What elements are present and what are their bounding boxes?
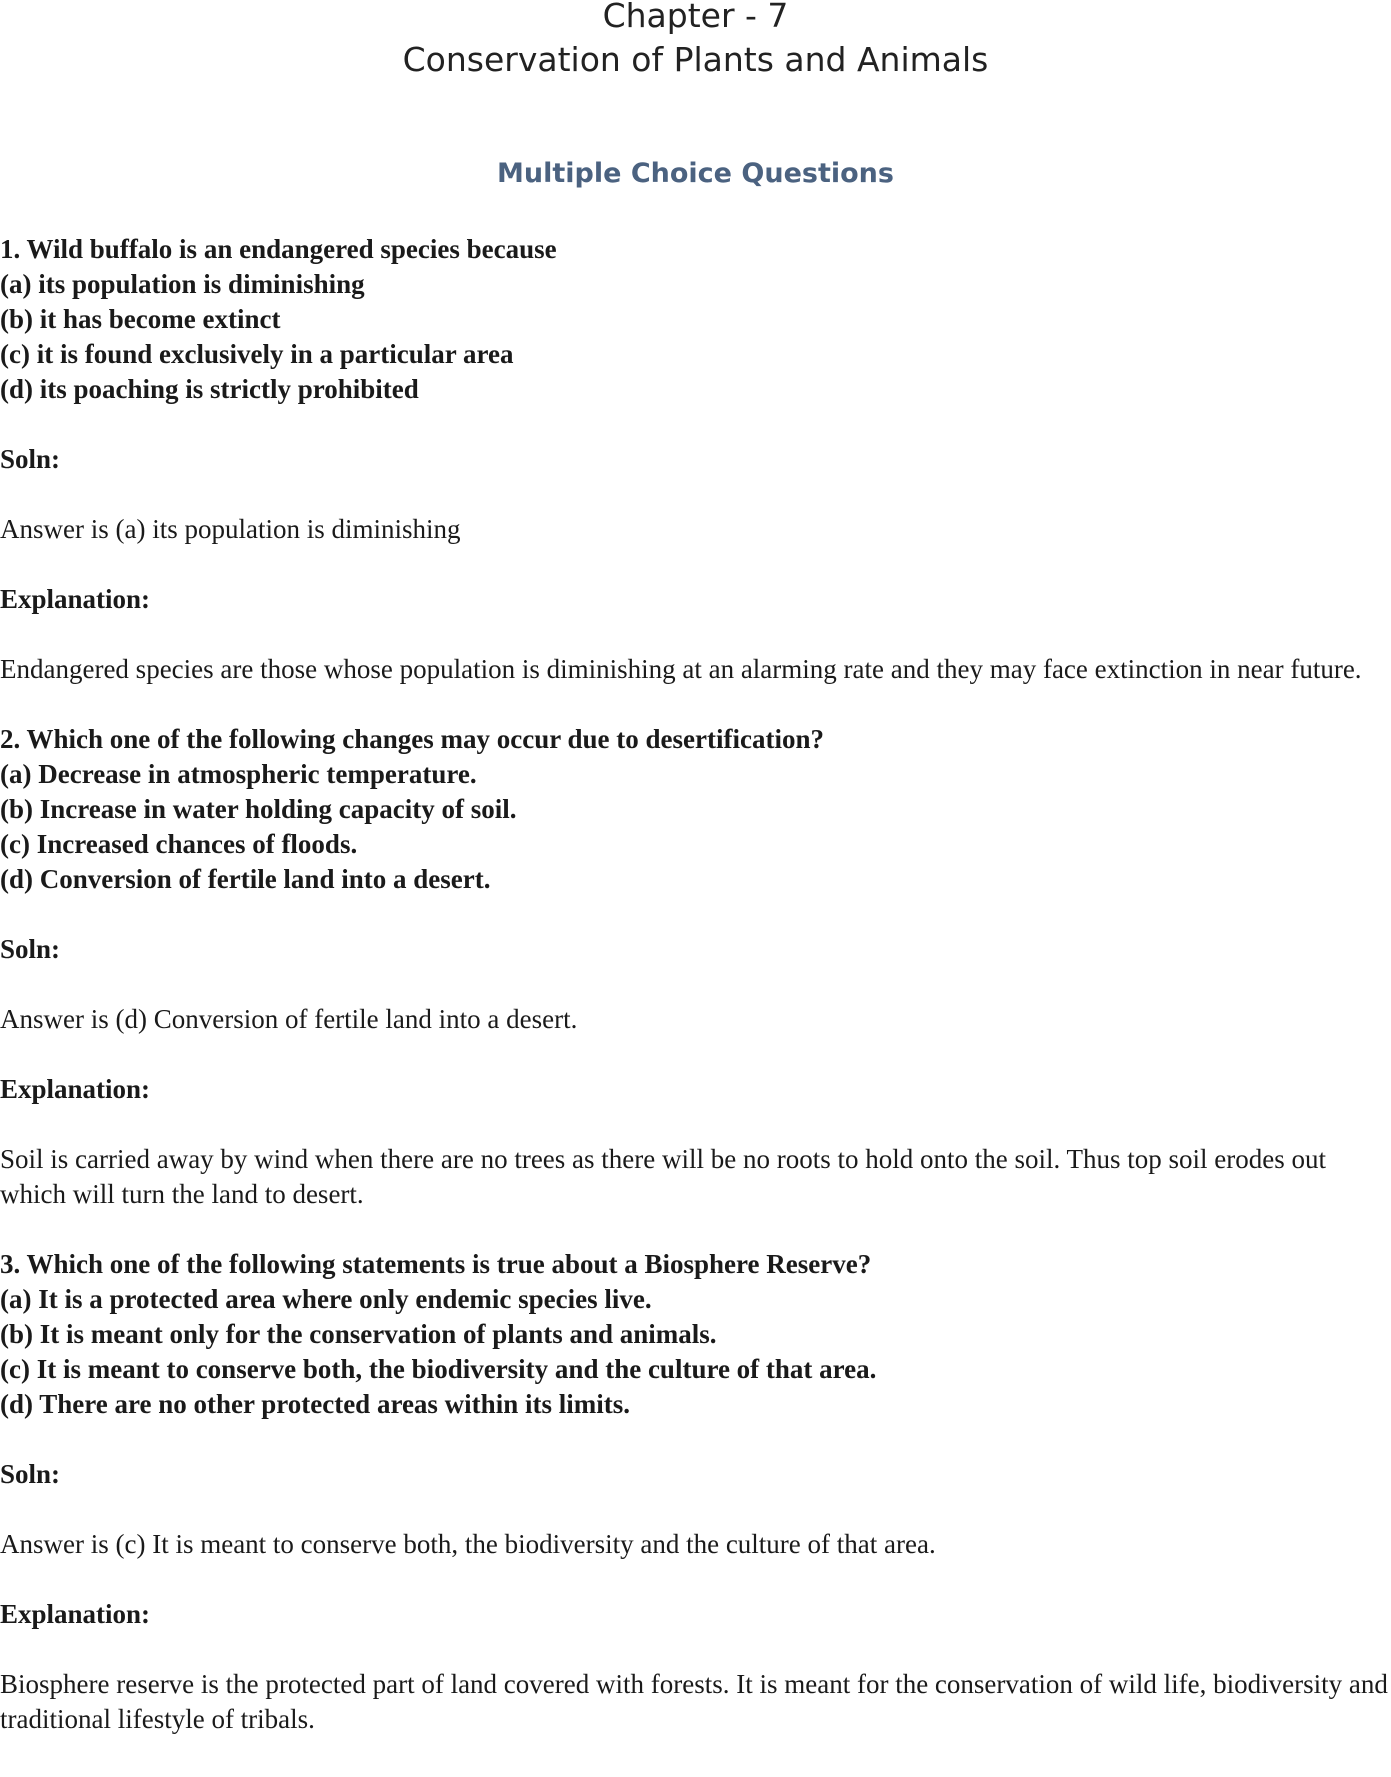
explanation-text: Biosphere reserve is the protected part of land covered with forests. It is meant for the conservation of wild life, biodiversity and traditional lifestyle of tribals.: [0, 1669, 1388, 1734]
option-a: (a) It is a protected area where only endemic species live.: [0, 1284, 652, 1314]
question-text: 1. Wild buffalo is an endangered species because: [0, 234, 557, 264]
question-1: [0, 232, 1391, 687]
answer-text: Answer is (a) its population is diminishing: [0, 514, 461, 544]
explanation-label: Explanation:: [0, 584, 151, 614]
section-heading: Multiple Choice Questions: [497, 158, 894, 189]
soln-label: Soln:: [0, 934, 61, 964]
explanation-text: Soil is carried away by wind when there are no trees as there will be no roots to hold onto the soil. Thus top soil erodes out which will turn the land to desert.: [0, 1144, 1326, 1209]
soln-label: Soln:: [0, 444, 61, 474]
chapter-number: Chapter - 7: [602, 0, 789, 35]
option-b: (b) It is meant only for the conservation of plants and animals.: [0, 1319, 717, 1349]
explanation-label: Explanation:: [0, 1599, 151, 1629]
option-a: (a) its population is diminishing: [0, 269, 365, 299]
option-c: (c) Increased chances of floods.: [0, 829, 358, 859]
option-d: (d) its poaching is strictly prohibited: [0, 374, 419, 404]
option-d: (d) Conversion of fertile land into a desert.: [0, 864, 491, 894]
chapter-title: Conservation of Plants and Animals: [402, 40, 989, 79]
chapter-heading: [0, 0, 1391, 82]
option-d: (d) There are no other protected areas within its limits.: [0, 1389, 630, 1419]
question-3: [0, 1247, 1391, 1737]
soln-label: Soln:: [0, 1459, 61, 1489]
question-text: 3. Which one of the following statements is true about a Biosphere Reserve?: [0, 1249, 872, 1279]
answer-text: Answer is (d) Conversion of fertile land into a desert.: [0, 1004, 578, 1034]
option-c: (c) It is meant to conserve both, the biodiversity and the culture of that area.: [0, 1354, 877, 1384]
answer-text: Answer is (c) It is meant to conserve both, the biodiversity and the culture of that area.: [0, 1529, 936, 1559]
explanation-text: Endangered species are those whose population is diminishing at an alarming rate and they may face extinction in near future.: [0, 654, 1362, 684]
option-a: (a) Decrease in atmospheric temperature.: [0, 759, 477, 789]
question-2: [0, 722, 1391, 1212]
option-b: (b) it has become extinct: [0, 304, 281, 334]
option-b: (b) Increase in water holding capacity of soil.: [0, 794, 517, 824]
explanation-label: Explanation:: [0, 1074, 151, 1104]
questions-list: [0, 232, 1391, 1737]
option-c: (c) it is found exclusively in a particular area: [0, 339, 514, 369]
question-text: 2. Which one of the following changes may occur due to desertification?: [0, 724, 824, 754]
